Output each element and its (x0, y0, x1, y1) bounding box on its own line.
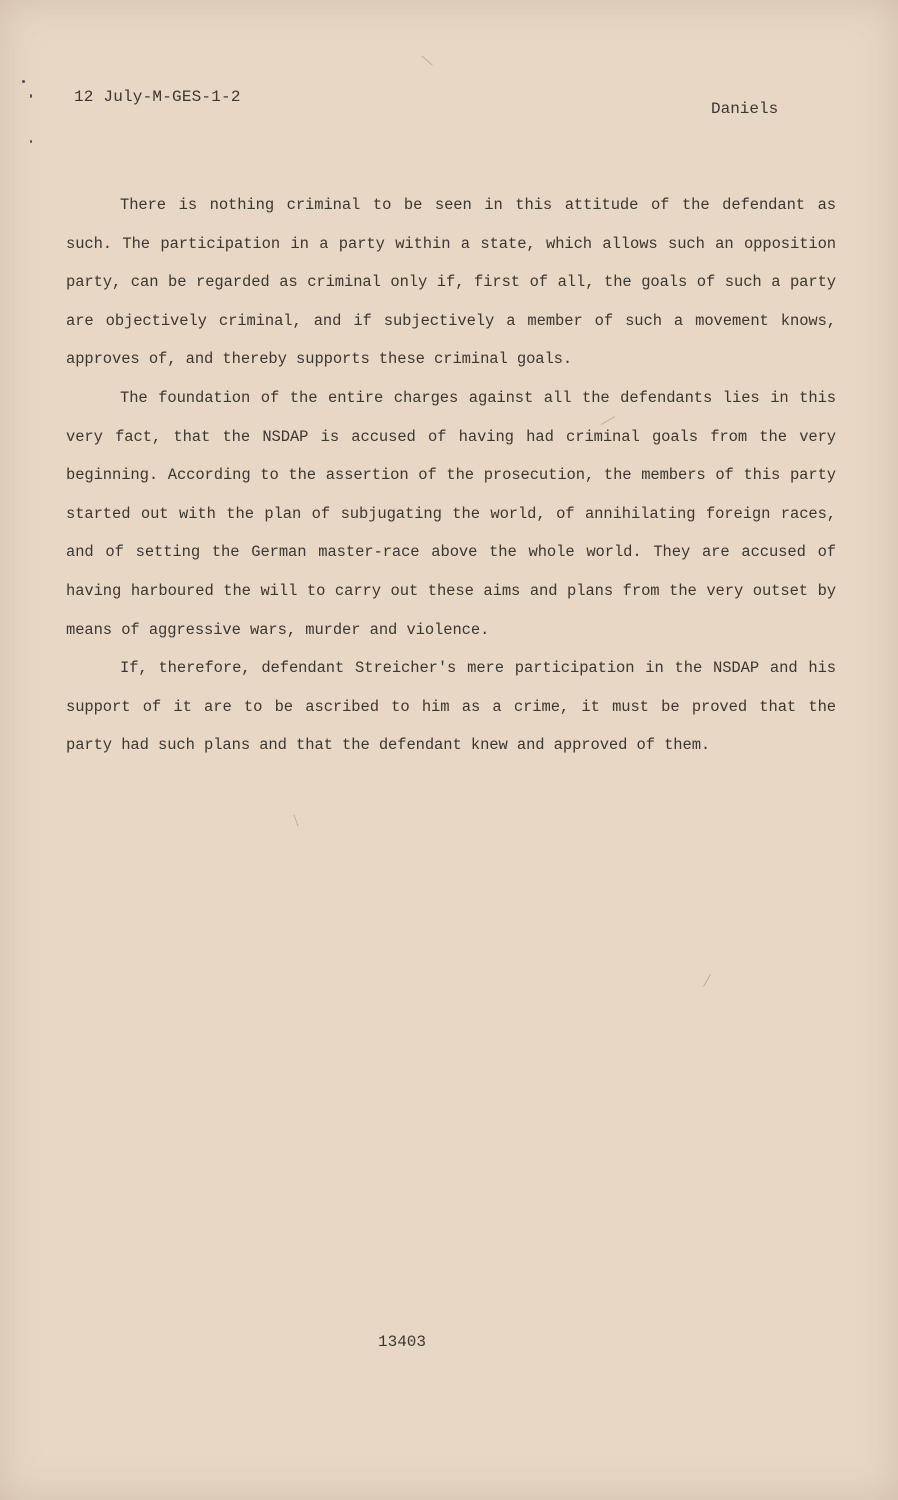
paragraph-2: The foundation of the entire charges against all the defendants lies in this very fact, that the NSDAP is accused of having had criminal goals from the very beginning. According to the assertion of the prosecution, the members of this party started out with the plan of subjugating the world, of annihilating foreign races, and of setting the German master-race above the whole world. They are accused of having harboured the will to carry out these aims and plans from the very outset by means of aggressive wars, murder and violence. (66, 388, 836, 639)
document-body (66, 186, 836, 765)
paper-fiber (293, 815, 298, 827)
ink-speck (30, 140, 32, 143)
paragraph-3: If, therefore, defendant Streicher's mere participation in the NSDAP and his support of it are to be ascribed to him as a crime, it must be proved that the party had such plans and that the defendant knew and approved of them. (66, 659, 836, 755)
ink-speck (30, 94, 32, 98)
paragraph-1: There is nothing criminal to be seen in this attitude of the defendant as such. The participation in a party within a state, which allows such an opposition party, can be regarded as criminal only if, first of all, the goals of such a party are objectively criminal, and if subjectively a member of such a movement knows, approves of, and thereby supports these criminal goals. (66, 196, 836, 369)
page-number: 13403 (378, 1333, 427, 1351)
document-reference: 12 July-M-GES-1-2 (74, 88, 241, 106)
ink-speck (22, 80, 25, 83)
paper-fiber (703, 974, 711, 987)
paper-fiber (421, 56, 432, 66)
reporter-name: Daniels (711, 100, 779, 118)
